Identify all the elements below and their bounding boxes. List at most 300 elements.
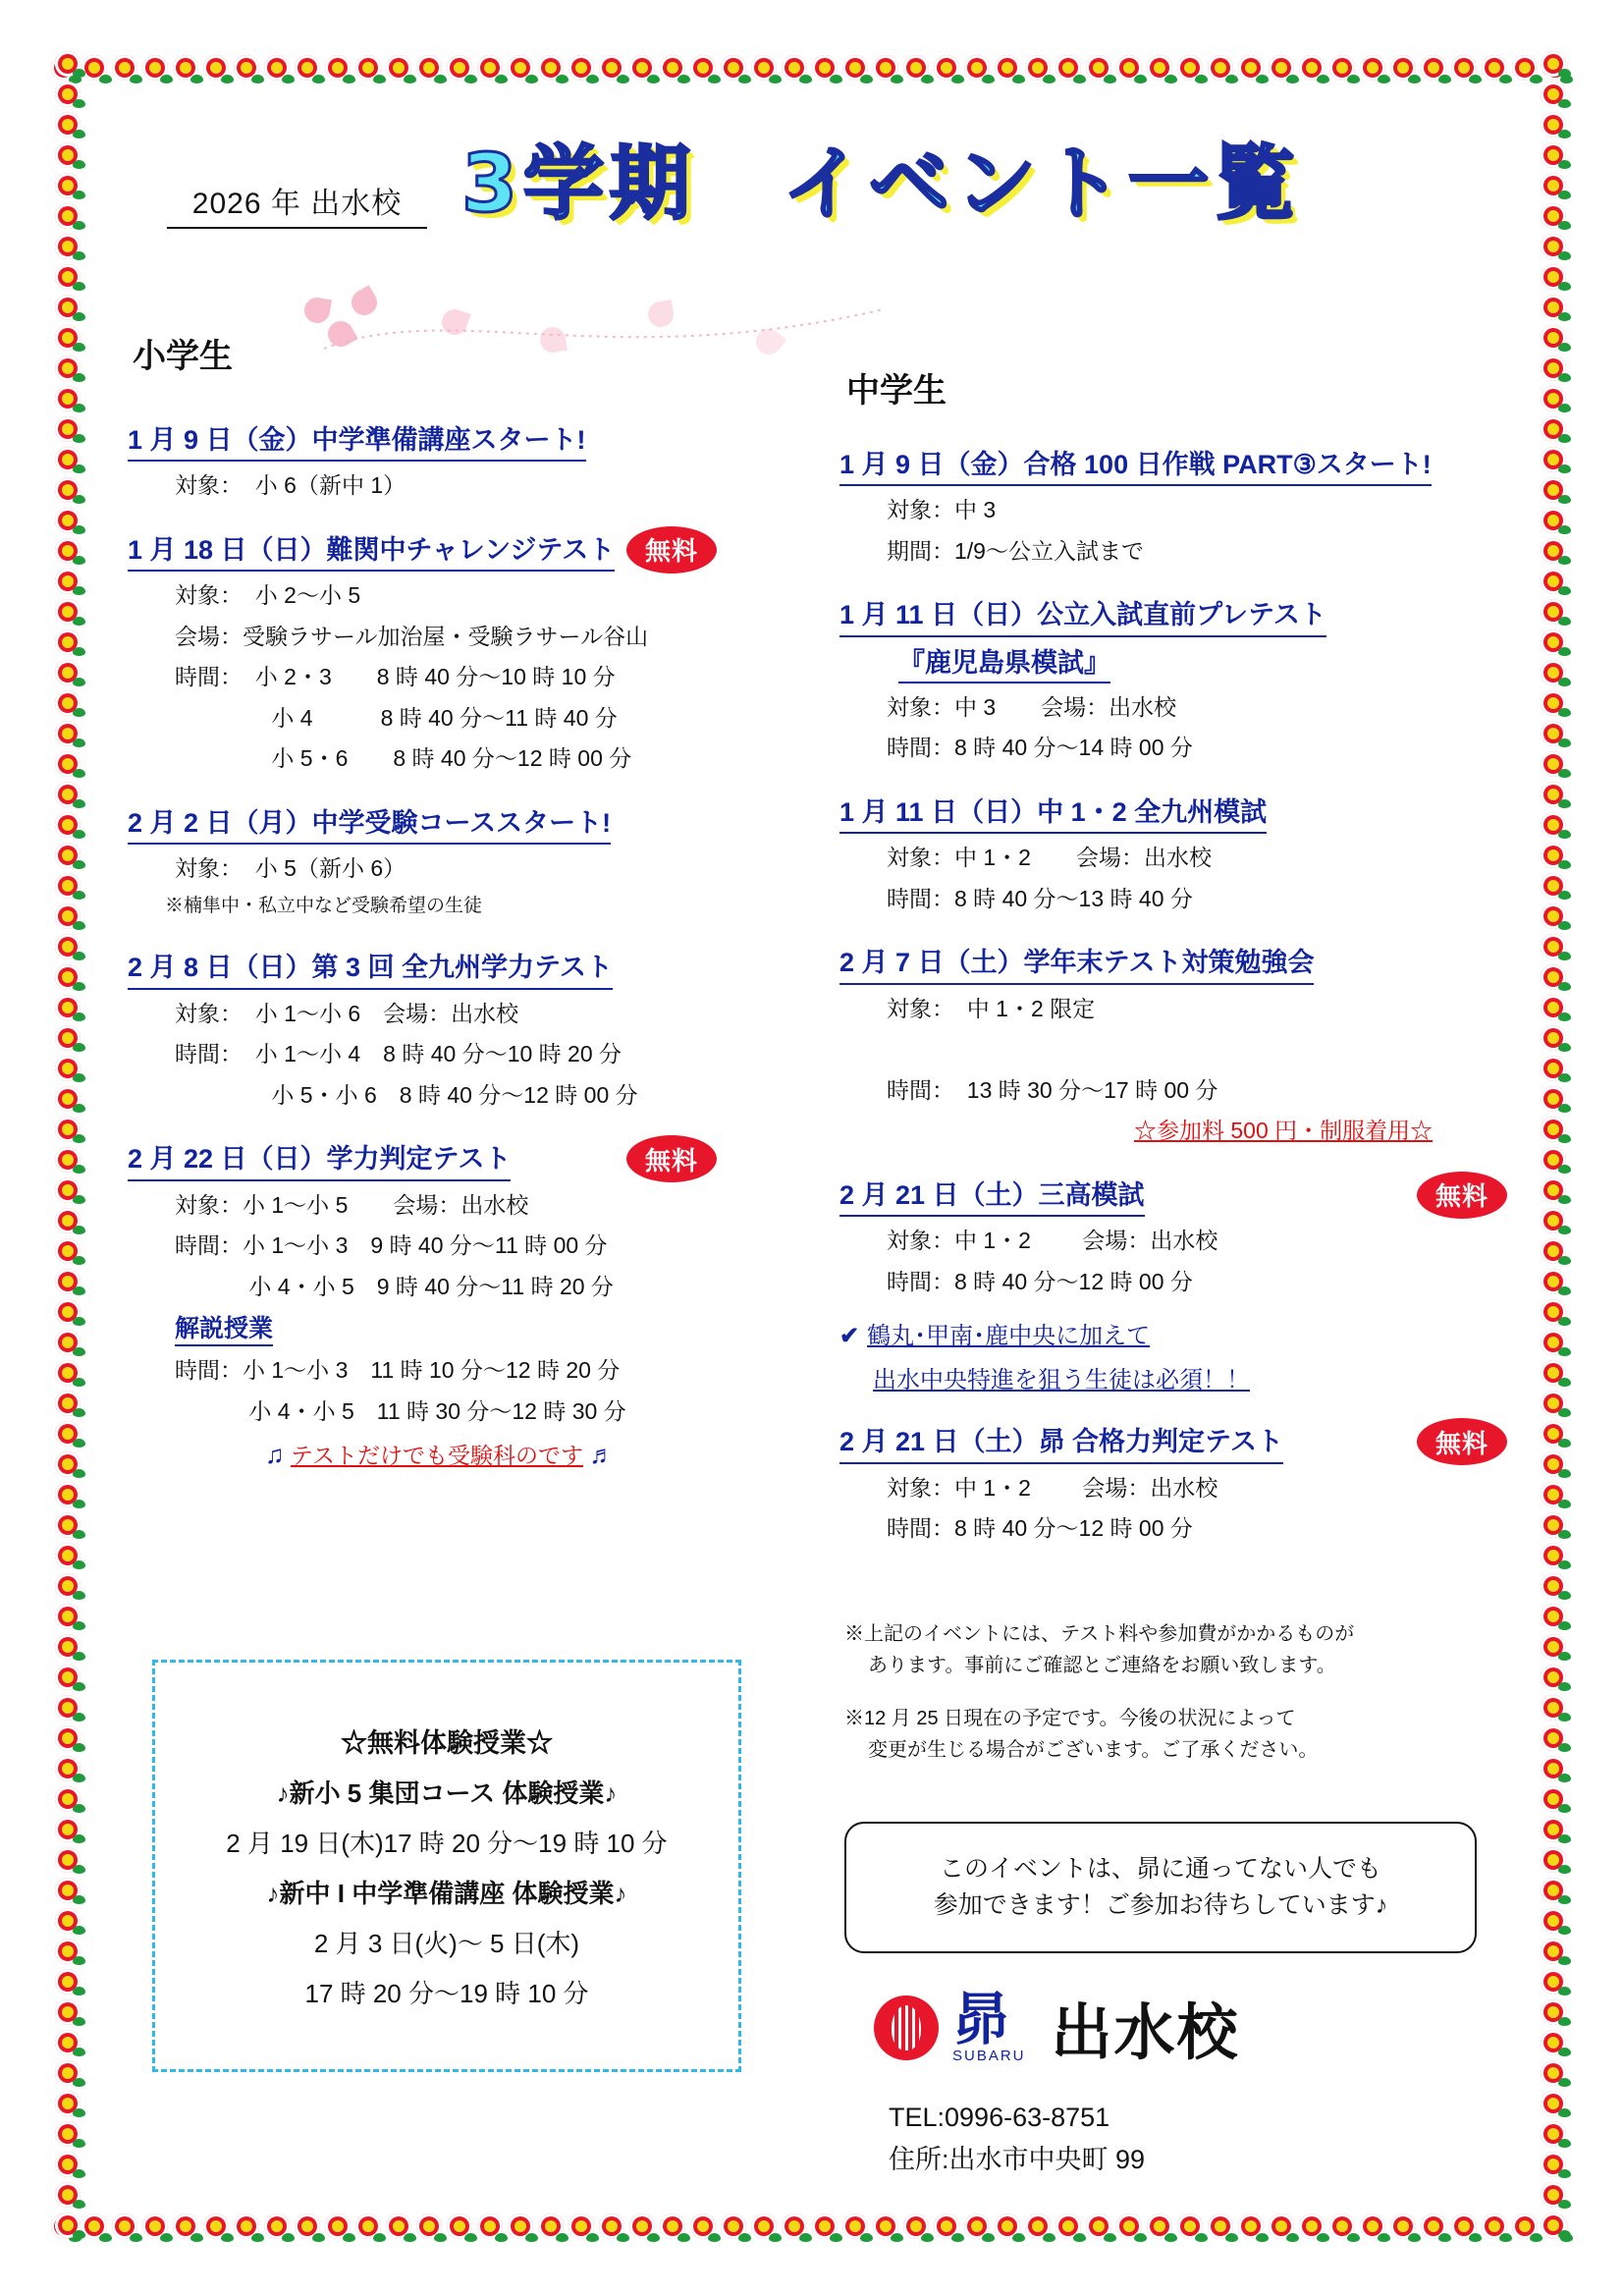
leaf-icon bbox=[830, 75, 842, 83]
contact-address: 住所:出水市中央町 99 bbox=[889, 2145, 1146, 2175]
leaf-icon bbox=[73, 1774, 85, 1782]
leaf-icon bbox=[1558, 1500, 1571, 1508]
leaf-icon bbox=[251, 2233, 264, 2242]
event-detail-line: 小 4 8 時 40 分〜11 時 40 分 bbox=[175, 704, 618, 731]
leaf-icon bbox=[73, 2230, 85, 2239]
leaf-icon bbox=[1558, 617, 1571, 626]
leaf-icon bbox=[1558, 2139, 1571, 2148]
leaf-icon bbox=[1558, 1926, 1571, 1935]
leaf-icon bbox=[190, 75, 203, 83]
leaf-icon bbox=[1558, 2169, 1571, 2178]
leaf-icon bbox=[799, 2233, 812, 2242]
callout-box bbox=[844, 1822, 1477, 1953]
leaf-icon bbox=[1558, 1104, 1571, 1113]
leaf-icon bbox=[282, 75, 295, 83]
leaf-icon bbox=[73, 952, 85, 960]
callout-line-1: このイベントは、昴に通ってない人でも bbox=[939, 1854, 1381, 1883]
leaf-icon bbox=[434, 75, 447, 83]
leaf-icon bbox=[99, 75, 112, 83]
leaf-icon bbox=[73, 982, 85, 991]
callout-line-2: 参加できます！ご参加お待ちしています♪ bbox=[933, 1891, 1388, 1919]
sakura-decoration bbox=[295, 280, 903, 368]
leaf-icon bbox=[921, 2233, 934, 2242]
leaf-icon bbox=[1469, 75, 1482, 83]
leaf-icon bbox=[1558, 160, 1571, 169]
leaf-icon bbox=[525, 75, 538, 83]
leaf-icon bbox=[73, 1895, 85, 1904]
leaf-icon bbox=[73, 434, 85, 443]
event-detail-line: 時間：小 1〜小 3 9 時 40 分〜11 時 00 分 bbox=[175, 1232, 608, 1259]
leaf-icon bbox=[1558, 1804, 1571, 1813]
free-badge: 無料 bbox=[626, 1135, 717, 1182]
leaf-icon bbox=[1286, 2233, 1299, 2242]
leaf-icon bbox=[73, 1134, 85, 1143]
leaf-icon bbox=[951, 2233, 964, 2242]
leaf-icon bbox=[1558, 830, 1571, 839]
leaf-icon bbox=[769, 2233, 782, 2242]
leaf-icon bbox=[1499, 2233, 1512, 2242]
leaf-icon bbox=[1558, 1895, 1571, 1904]
event-block bbox=[839, 945, 1507, 1147]
leaf-icon bbox=[1104, 2233, 1116, 2242]
event-block bbox=[839, 447, 1507, 568]
leaf-icon bbox=[73, 495, 85, 504]
leaf-icon bbox=[677, 2233, 690, 2242]
leaf-icon bbox=[1558, 982, 1571, 991]
leaf-icon bbox=[1558, 1073, 1571, 1082]
leaf-icon bbox=[799, 75, 812, 83]
free-badge: 無料 bbox=[1417, 1172, 1507, 1219]
leaf-icon bbox=[73, 1439, 85, 1448]
leaf-icon bbox=[73, 891, 85, 900]
leaf-icon bbox=[708, 75, 721, 83]
leaf-icon bbox=[556, 2233, 568, 2242]
event-block bbox=[839, 1177, 1507, 1394]
free-badge: 無料 bbox=[626, 526, 717, 574]
section-heading-junior: 中学生 bbox=[846, 372, 947, 410]
leaf-icon bbox=[130, 2233, 142, 2242]
contact-info bbox=[889, 2097, 1145, 2181]
leaf-icon bbox=[73, 799, 85, 808]
leaf-icon bbox=[73, 586, 85, 595]
leaf-icon bbox=[1558, 251, 1571, 260]
leaf-icon bbox=[1558, 1591, 1571, 1600]
leaf-icon bbox=[708, 2233, 721, 2242]
leaf-icon bbox=[1558, 69, 1571, 78]
leaf-icon bbox=[1558, 1408, 1571, 1417]
leaf-icon bbox=[1347, 2233, 1360, 2242]
leaf-icon bbox=[73, 1226, 85, 1234]
event-title: 2 月 7 日（土）学年末テスト対策勉強会 bbox=[839, 945, 1314, 984]
leaf-icon bbox=[1558, 1743, 1571, 1752]
leaf-icon bbox=[73, 1043, 85, 1052]
event-block bbox=[128, 422, 815, 503]
leaf-icon bbox=[1104, 75, 1116, 83]
leaf-icon bbox=[1558, 2230, 1571, 2239]
event-block bbox=[128, 532, 815, 776]
leaf-icon bbox=[1558, 282, 1571, 291]
event-detail-line: 対象： 小 5（新小 6） bbox=[175, 855, 406, 882]
leaf-icon bbox=[73, 251, 85, 260]
leaf-icon bbox=[160, 75, 173, 83]
leaf-icon bbox=[312, 2233, 325, 2242]
leaf-icon bbox=[1558, 738, 1571, 747]
leaf-icon bbox=[1043, 2233, 1055, 2242]
event-block bbox=[128, 1141, 815, 1470]
leaf-icon bbox=[73, 99, 85, 108]
event-detail-line: 対象： 中 1・2 限定 bbox=[887, 995, 1096, 1021]
footnote-2a: ※12 月 25 日現在の予定です。今後の状況によって bbox=[844, 1708, 1296, 1729]
brand-logo bbox=[874, 1984, 1240, 2071]
leaf-icon bbox=[1558, 2048, 1571, 2056]
leaf-icon bbox=[769, 75, 782, 83]
leaf-icon bbox=[860, 75, 873, 83]
leaf-icon bbox=[73, 1743, 85, 1752]
leaf-icon bbox=[73, 1834, 85, 1843]
leaf-icon bbox=[1558, 586, 1571, 595]
leaf-icon bbox=[1558, 343, 1571, 352]
leaf-icon bbox=[73, 1317, 85, 1326]
leaf-icon bbox=[373, 2233, 386, 2242]
free-trial-title: ☆無料体験授業☆ bbox=[341, 1728, 553, 1758]
free-trial-box bbox=[152, 1660, 741, 2072]
leaf-icon bbox=[1558, 952, 1571, 960]
event-sub-link: 解説授業 bbox=[175, 1309, 273, 1346]
leaf-icon bbox=[1558, 799, 1571, 808]
leaf-icon bbox=[464, 2233, 477, 2242]
leaf-icon bbox=[73, 1956, 85, 1965]
event-block bbox=[839, 794, 1507, 915]
leaf-icon bbox=[73, 921, 85, 930]
event-detail-line: 対象： 小 2〜小 5 bbox=[175, 582, 361, 609]
leaf-icon bbox=[73, 1560, 85, 1569]
event-detail-line: 時間： 小 1〜小 4 8 時 40 分〜10 時 20 分 bbox=[175, 1041, 622, 1067]
footnote-1b: あります。事前にご確認とご連絡をお願い致します。 bbox=[868, 1655, 1336, 1676]
leaf-icon bbox=[73, 860, 85, 869]
leaf-icon bbox=[343, 2233, 355, 2242]
leaf-icon bbox=[1558, 1713, 1571, 1722]
junior-events-column bbox=[839, 447, 1507, 1575]
leaf-icon bbox=[373, 75, 386, 83]
leaf-icon bbox=[1558, 1226, 1571, 1234]
leaf-icon bbox=[73, 647, 85, 656]
leaf-icon bbox=[73, 160, 85, 169]
leaf-icon bbox=[1225, 75, 1238, 83]
leaf-icon bbox=[1558, 495, 1571, 504]
leaf-icon bbox=[1558, 1530, 1571, 1539]
elementary-events-column bbox=[128, 422, 815, 1500]
event-sub-line: 小 4・小 5 11 時 30 分〜12 時 30 分 bbox=[175, 1397, 626, 1424]
event-check-line-2: 出水中央特進を狙う生徒は必須！！ bbox=[873, 1367, 1250, 1394]
footnote-2b: 変更が生じる場合がございます。ご了承ください。 bbox=[868, 1739, 1319, 1761]
leaf-icon bbox=[1558, 891, 1571, 900]
leaf-icon bbox=[1558, 1560, 1571, 1569]
leaf-icon bbox=[1558, 1195, 1571, 1204]
footnote-1a: ※上記のイベントには、テスト料や参加費がかかるものが bbox=[844, 1623, 1355, 1645]
leaf-icon bbox=[73, 2048, 85, 2056]
leaf-icon bbox=[1164, 2233, 1177, 2242]
leaf-icon bbox=[1134, 75, 1147, 83]
leaf-icon bbox=[1558, 921, 1571, 930]
leaf-icon bbox=[73, 556, 85, 565]
leaf-icon bbox=[1043, 75, 1055, 83]
leaf-icon bbox=[982, 75, 995, 83]
free-trial-line-1: ♪新小 5 集団コース 体験授業♪ bbox=[276, 1778, 618, 1808]
leaf-icon bbox=[343, 75, 355, 83]
free-badge: 無料 bbox=[1417, 1418, 1507, 1465]
leaf-icon bbox=[1558, 1317, 1571, 1326]
leaf-icon bbox=[1073, 2233, 1086, 2242]
leaf-icon bbox=[1558, 678, 1571, 686]
leaf-icon bbox=[1469, 2233, 1482, 2242]
event-title: 1 月 11 日（日）公立入試直前プレテスト bbox=[839, 597, 1326, 636]
leaf-icon bbox=[1134, 2233, 1147, 2242]
event-detail-line bbox=[887, 1032, 1507, 1066]
event-detail-line: 小 4・小 5 9 時 40 分〜11 時 20 分 bbox=[175, 1273, 614, 1299]
border-right bbox=[1537, 51, 1572, 2245]
leaf-icon bbox=[73, 373, 85, 382]
border-bottom bbox=[51, 2210, 1572, 2245]
event-block bbox=[839, 1424, 1507, 1545]
leaf-icon bbox=[221, 75, 234, 83]
leaf-icon bbox=[73, 1165, 85, 1174]
leaf-icon bbox=[73, 830, 85, 839]
leaf-icon bbox=[1558, 2078, 1571, 2087]
event-block bbox=[128, 805, 815, 920]
leaf-icon bbox=[1286, 75, 1299, 83]
leaf-icon bbox=[1558, 99, 1571, 108]
leaf-icon bbox=[1378, 2233, 1390, 2242]
event-detail-line: 時間： 小 2・3 8 時 40 分〜10 時 10 分 bbox=[175, 664, 616, 690]
leaf-icon bbox=[73, 2017, 85, 2026]
leaf-icon bbox=[221, 2233, 234, 2242]
leaf-icon bbox=[1378, 75, 1390, 83]
event-title: 2 月 22 日（日）学力判定テスト bbox=[128, 1141, 511, 1180]
leaf-icon bbox=[617, 75, 629, 83]
leaf-icon bbox=[738, 2233, 751, 2242]
event-title: 2 月 21 日（土）昴 合格力判定テスト bbox=[839, 1424, 1283, 1463]
event-title: 1 月 9 日（金）合格 100 日作戦 PART③スタート! bbox=[839, 447, 1432, 486]
event-sub-line: 時間：小 1〜小 3 11 時 10 分〜12 時 20 分 bbox=[175, 1357, 621, 1384]
leaf-icon bbox=[891, 75, 903, 83]
leaf-icon bbox=[73, 343, 85, 352]
event-detail-line: 期間：1/9〜公立入試まで bbox=[887, 537, 1144, 564]
leaf-icon bbox=[1558, 1043, 1571, 1052]
leaf-icon bbox=[160, 2233, 173, 2242]
leaf-icon bbox=[73, 191, 85, 199]
leaf-icon bbox=[1073, 75, 1086, 83]
event-small-note: ※楠隼中・私立中など受験希望の生徒 bbox=[165, 895, 483, 916]
leaf-icon bbox=[73, 2108, 85, 2117]
leaf-icon bbox=[73, 1926, 85, 1935]
leaf-icon bbox=[1195, 75, 1208, 83]
leaf-icon bbox=[73, 221, 85, 230]
leaf-icon bbox=[73, 1195, 85, 1204]
leaf-icon bbox=[130, 75, 142, 83]
leaf-icon bbox=[921, 75, 934, 83]
leaf-icon bbox=[1347, 75, 1360, 83]
leaf-icon bbox=[1558, 373, 1571, 382]
border-top bbox=[51, 51, 1572, 86]
leaf-icon bbox=[1558, 1012, 1571, 1021]
leaf-icon bbox=[73, 678, 85, 686]
leaf-icon bbox=[73, 1530, 85, 1539]
leaf-icon bbox=[73, 1987, 85, 1995]
school-name: 出水校 bbox=[1051, 1999, 1240, 2067]
leaf-icon bbox=[73, 1286, 85, 1295]
subaru-mark-icon bbox=[874, 1995, 939, 2060]
leaf-icon bbox=[73, 312, 85, 321]
leaf-icon bbox=[73, 1378, 85, 1387]
leaf-icon bbox=[73, 2169, 85, 2178]
leaf-icon bbox=[1558, 708, 1571, 717]
section-heading-elementary: 小学生 bbox=[133, 338, 233, 375]
leaf-icon bbox=[73, 1012, 85, 1021]
event-title: 1 月 9 日（金）中学準備講座スタート! bbox=[128, 422, 586, 462]
leaf-icon bbox=[73, 1256, 85, 1265]
leaf-icon bbox=[1558, 1682, 1571, 1691]
event-subtitle: 『鹿児島県模試』 bbox=[898, 641, 1110, 683]
leaf-icon bbox=[73, 617, 85, 626]
event-detail-line: 対象：中 3 会場：出水校 bbox=[887, 693, 1177, 720]
leaf-icon bbox=[404, 75, 416, 83]
leaf-icon bbox=[73, 708, 85, 717]
leaf-icon bbox=[73, 2139, 85, 2148]
leaf-icon bbox=[556, 75, 568, 83]
leaf-icon bbox=[525, 2233, 538, 2242]
event-music-note: ♫ テストだけでも受験科のです ♬ bbox=[265, 1440, 616, 1470]
event-title: 1 月 18 日（日）難関中チャレンジテスト bbox=[128, 532, 615, 572]
event-detail-line: 時間：8 時 40 分〜12 時 00 分 bbox=[887, 1268, 1193, 1294]
logo-subtext: SUBARU bbox=[952, 2048, 1026, 2064]
leaf-icon bbox=[1438, 2233, 1451, 2242]
page-title: 3学期 イベント一覧 bbox=[461, 137, 1302, 231]
leaf-icon bbox=[73, 2200, 85, 2209]
leaf-icon bbox=[1558, 556, 1571, 565]
free-trial-line-2: 2 月 19 日(木)17 時 20 分〜19 時 10 分 bbox=[226, 1829, 668, 1858]
event-check-line: ✔ 鶴丸･甲南･鹿中央に加えて bbox=[839, 1323, 1151, 1350]
leaf-icon bbox=[1558, 1378, 1571, 1387]
event-detail-line: 対象： 小 6（新中 1） bbox=[175, 472, 406, 499]
leaf-icon bbox=[73, 130, 85, 138]
leaf-icon bbox=[1558, 2200, 1571, 2209]
leaf-icon bbox=[1558, 2017, 1571, 2026]
leaf-icon bbox=[830, 2233, 842, 2242]
leaf-icon bbox=[1225, 2233, 1238, 2242]
leaf-icon bbox=[464, 75, 477, 83]
leaf-icon bbox=[1558, 1956, 1571, 1965]
year-label: 2026 年 出水校 bbox=[167, 179, 427, 229]
leaf-icon bbox=[73, 1469, 85, 1478]
leaf-icon bbox=[1558, 312, 1571, 321]
leaf-icon bbox=[73, 465, 85, 473]
leaf-icon bbox=[282, 2233, 295, 2242]
leaf-icon bbox=[1558, 1865, 1571, 1874]
leaf-icon bbox=[1408, 75, 1421, 83]
leaf-icon bbox=[73, 1104, 85, 1113]
leaf-icon bbox=[1558, 1469, 1571, 1478]
leaf-icon bbox=[73, 1865, 85, 1874]
leaf-icon bbox=[73, 769, 85, 778]
leaf-icon bbox=[1558, 1439, 1571, 1448]
leaf-icon bbox=[73, 404, 85, 412]
footnotes bbox=[844, 1618, 1492, 1787]
event-fee-note: ☆参加料 500 円・制服着用☆ bbox=[1134, 1118, 1434, 1144]
leaf-icon bbox=[1012, 2233, 1025, 2242]
leaf-icon bbox=[586, 2233, 599, 2242]
leaf-icon bbox=[1558, 191, 1571, 199]
leaf-icon bbox=[73, 738, 85, 747]
event-detail-line: 対象：中 1・2 会場：出水校 bbox=[887, 1228, 1218, 1254]
leaf-icon bbox=[860, 2233, 873, 2242]
leaf-icon bbox=[73, 2078, 85, 2087]
leaf-icon bbox=[617, 2233, 629, 2242]
event-title: 2 月 21 日（土）三高模試 bbox=[839, 1177, 1145, 1217]
leaf-icon bbox=[1558, 1774, 1571, 1782]
leaf-icon bbox=[251, 75, 264, 83]
leaf-icon bbox=[738, 75, 751, 83]
leaf-icon bbox=[73, 1682, 85, 1691]
leaf-icon bbox=[1558, 769, 1571, 778]
leaf-icon bbox=[1558, 465, 1571, 473]
leaf-icon bbox=[647, 75, 660, 83]
leaf-icon bbox=[1317, 75, 1329, 83]
leaf-icon bbox=[1558, 525, 1571, 534]
event-title: 1 月 11 日（日）中 1・2 全九州模試 bbox=[839, 794, 1267, 834]
leaf-icon bbox=[404, 2233, 416, 2242]
leaf-icon bbox=[1558, 860, 1571, 869]
event-detail-line: 対象：中 3 bbox=[887, 497, 997, 523]
leaf-icon bbox=[73, 282, 85, 291]
leaf-icon bbox=[1558, 1347, 1571, 1356]
leaf-icon bbox=[1558, 1834, 1571, 1843]
leaf-icon bbox=[73, 1652, 85, 1661]
leaf-icon bbox=[1164, 75, 1177, 83]
event-detail-line: 時間：8 時 40 分〜14 時 00 分 bbox=[887, 735, 1193, 761]
leaf-icon bbox=[1558, 404, 1571, 412]
event-detail-line: 時間：8 時 40 分〜13 時 40 分 bbox=[887, 885, 1193, 911]
leaf-icon bbox=[1256, 75, 1269, 83]
leaf-icon bbox=[1558, 434, 1571, 443]
event-block bbox=[839, 597, 1507, 764]
event-detail-line: 時間： 13 時 30 分〜17 時 00 分 bbox=[887, 1076, 1218, 1103]
leaf-icon bbox=[647, 2233, 660, 2242]
leaf-icon bbox=[891, 2233, 903, 2242]
event-detail-line: 時間：8 時 40 分〜12 時 00 分 bbox=[887, 1515, 1193, 1542]
leaf-icon bbox=[1558, 221, 1571, 230]
logo-kanji: 昴 bbox=[952, 1986, 1010, 2052]
event-detail-line: 対象：小 1〜小 5 会場：出水校 bbox=[175, 1191, 529, 1218]
leaf-icon bbox=[73, 1408, 85, 1417]
leaf-icon bbox=[951, 75, 964, 83]
leaf-icon bbox=[1558, 1652, 1571, 1661]
leaf-icon bbox=[434, 2233, 447, 2242]
leaf-icon bbox=[1558, 1286, 1571, 1295]
leaf-icon bbox=[1558, 1165, 1571, 1174]
event-detail-line: 小 5・小 6 8 時 40 分〜12 時 00 分 bbox=[175, 1081, 638, 1108]
contact-tel: TEL:0996-63-8751 bbox=[889, 2103, 1110, 2132]
leaf-icon bbox=[73, 1804, 85, 1813]
leaf-icon bbox=[677, 75, 690, 83]
border-left bbox=[51, 51, 86, 2245]
leaf-icon bbox=[1558, 1621, 1571, 1630]
leaf-icon bbox=[1558, 1134, 1571, 1143]
leaf-icon bbox=[73, 1591, 85, 1600]
leaf-icon bbox=[1256, 2233, 1269, 2242]
event-block bbox=[128, 950, 815, 1112]
free-trial-line-4: 2 月 3 日(火)〜 5 日(木) bbox=[313, 1929, 580, 1958]
leaf-icon bbox=[99, 2233, 112, 2242]
